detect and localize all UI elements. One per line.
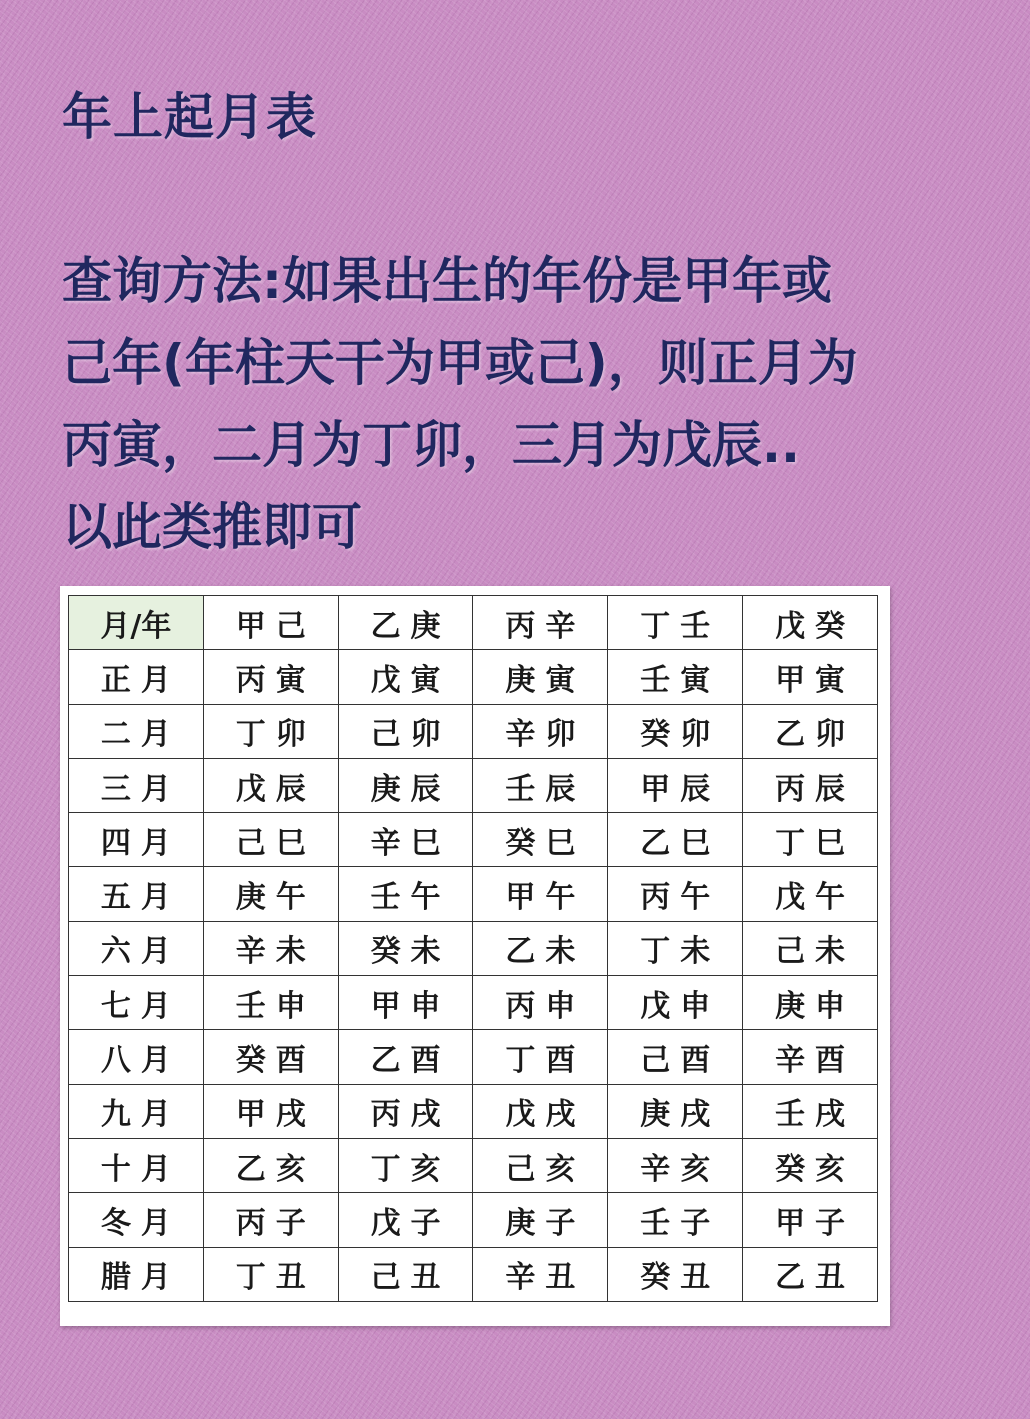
page-title: 年上起月表 — [62, 88, 317, 146]
ganzhi-cell: 丙戌 — [338, 1084, 473, 1138]
ganzhi-cell: 乙酉 — [338, 1030, 473, 1084]
ganzhi-cell: 庚寅 — [473, 650, 608, 704]
ganzhi-cell: 壬寅 — [608, 650, 743, 704]
table-row — [69, 704, 878, 758]
ganzhi-cell: 辛丑 — [473, 1247, 608, 1301]
corner-header-cell: 月/年 — [69, 596, 204, 650]
ganzhi-cell: 己卯 — [338, 704, 473, 758]
ganzhi-cell: 壬子 — [608, 1193, 743, 1247]
ganzhi-cell: 甲戌 — [203, 1084, 338, 1138]
ganzhi-cell: 丁丑 — [203, 1247, 338, 1301]
month-label-cell: 四月 — [69, 813, 204, 867]
month-label-cell: 七月 — [69, 976, 204, 1030]
ganzhi-cell: 癸卯 — [608, 704, 743, 758]
ganzhi-cell: 庚辰 — [338, 758, 473, 812]
ganzhi-cell: 乙亥 — [203, 1138, 338, 1192]
ganzhi-cell: 甲申 — [338, 976, 473, 1030]
month-label-cell: 腊月 — [69, 1247, 204, 1301]
ganzhi-cell: 丙午 — [608, 867, 743, 921]
ganzhi-cell: 丁未 — [608, 921, 743, 975]
instructions-line: 查询方法:如果出生的年份是甲年或 — [62, 252, 832, 310]
table-row — [69, 976, 878, 1030]
ganzhi-cell: 丁巳 — [743, 813, 878, 867]
year-header-cell: 乙庚 — [338, 596, 473, 650]
ganzhi-cell: 辛卯 — [473, 704, 608, 758]
table-row — [69, 1084, 878, 1138]
ganzhi-cell: 甲子 — [743, 1193, 878, 1247]
table-row — [69, 1030, 878, 1084]
ganzhi-cell: 庚子 — [473, 1193, 608, 1247]
year-header-cell: 丁壬 — [608, 596, 743, 650]
instructions-line: 己年(年柱天干为甲或己)，则正月为 — [62, 334, 858, 392]
ganzhi-cell: 庚申 — [743, 976, 878, 1030]
month-label-cell: 八月 — [69, 1030, 204, 1084]
table-row — [69, 650, 878, 704]
ganzhi-cell: 己酉 — [608, 1030, 743, 1084]
ganzhi-cell: 己亥 — [473, 1138, 608, 1192]
table-row — [69, 921, 878, 975]
instructions-line: 丙寅，二月为丁卯，三月为戊辰.. — [62, 416, 800, 474]
table-row — [69, 867, 878, 921]
ganzhi-cell: 乙巳 — [608, 813, 743, 867]
month-label-cell: 五月 — [69, 867, 204, 921]
ganzhi-cell: 丙子 — [203, 1193, 338, 1247]
ganzhi-cell: 辛亥 — [608, 1138, 743, 1192]
ganzhi-cell: 癸巳 — [473, 813, 608, 867]
ganzhi-cell: 壬申 — [203, 976, 338, 1030]
month-label-cell: 正月 — [69, 650, 204, 704]
month-label-cell: 九月 — [69, 1084, 204, 1138]
month-table — [68, 595, 878, 1302]
ganzhi-cell: 丁亥 — [338, 1138, 473, 1192]
instructions-text — [62, 240, 992, 568]
month-label-cell: 二月 — [69, 704, 204, 758]
ganzhi-cell: 丙辰 — [743, 758, 878, 812]
ganzhi-cell: 戊子 — [338, 1193, 473, 1247]
month-label-cell: 三月 — [69, 758, 204, 812]
ganzhi-cell: 戊寅 — [338, 650, 473, 704]
table-row — [69, 813, 878, 867]
ganzhi-cell: 己未 — [743, 921, 878, 975]
ganzhi-cell: 甲辰 — [608, 758, 743, 812]
ganzhi-cell: 己丑 — [338, 1247, 473, 1301]
ganzhi-cell: 丙寅 — [203, 650, 338, 704]
table-body — [69, 650, 878, 1302]
month-label-cell: 十月 — [69, 1138, 204, 1192]
ganzhi-cell: 癸未 — [338, 921, 473, 975]
ganzhi-cell: 戊申 — [608, 976, 743, 1030]
ganzhi-cell: 癸酉 — [203, 1030, 338, 1084]
ganzhi-cell: 甲午 — [473, 867, 608, 921]
ganzhi-cell: 癸亥 — [743, 1138, 878, 1192]
ganzhi-cell: 丁酉 — [473, 1030, 608, 1084]
ganzhi-cell: 壬戌 — [743, 1084, 878, 1138]
ganzhi-cell: 辛巳 — [338, 813, 473, 867]
ganzhi-cell: 戊午 — [743, 867, 878, 921]
year-header-cell: 戊癸 — [743, 596, 878, 650]
month-label-cell: 冬月 — [69, 1193, 204, 1247]
table-row — [69, 1247, 878, 1301]
table-row — [69, 1193, 878, 1247]
table-row — [69, 758, 878, 812]
ganzhi-cell: 己巳 — [203, 813, 338, 867]
ganzhi-cell: 甲寅 — [743, 650, 878, 704]
ganzhi-cell: 庚午 — [203, 867, 338, 921]
ganzhi-cell: 乙卯 — [743, 704, 878, 758]
ganzhi-cell: 乙未 — [473, 921, 608, 975]
year-header-cell: 丙辛 — [473, 596, 608, 650]
ganzhi-cell: 辛酉 — [743, 1030, 878, 1084]
ganzhi-cell: 乙丑 — [743, 1247, 878, 1301]
ganzhi-cell: 壬午 — [338, 867, 473, 921]
ganzhi-cell: 壬辰 — [473, 758, 608, 812]
ganzhi-cell: 庚戌 — [608, 1084, 743, 1138]
ganzhi-cell: 癸丑 — [608, 1247, 743, 1301]
month-label-cell: 六月 — [69, 921, 204, 975]
ganzhi-cell: 戊戌 — [473, 1084, 608, 1138]
ganzhi-cell: 戊辰 — [203, 758, 338, 812]
month-table-card — [60, 586, 890, 1326]
table-header-row — [69, 596, 878, 650]
instructions-line: 以此类推即可 — [62, 498, 362, 556]
ganzhi-cell: 丙申 — [473, 976, 608, 1030]
ganzhi-cell: 辛未 — [203, 921, 338, 975]
table-row — [69, 1138, 878, 1192]
year-header-cell: 甲己 — [203, 596, 338, 650]
ganzhi-cell: 丁卯 — [203, 704, 338, 758]
